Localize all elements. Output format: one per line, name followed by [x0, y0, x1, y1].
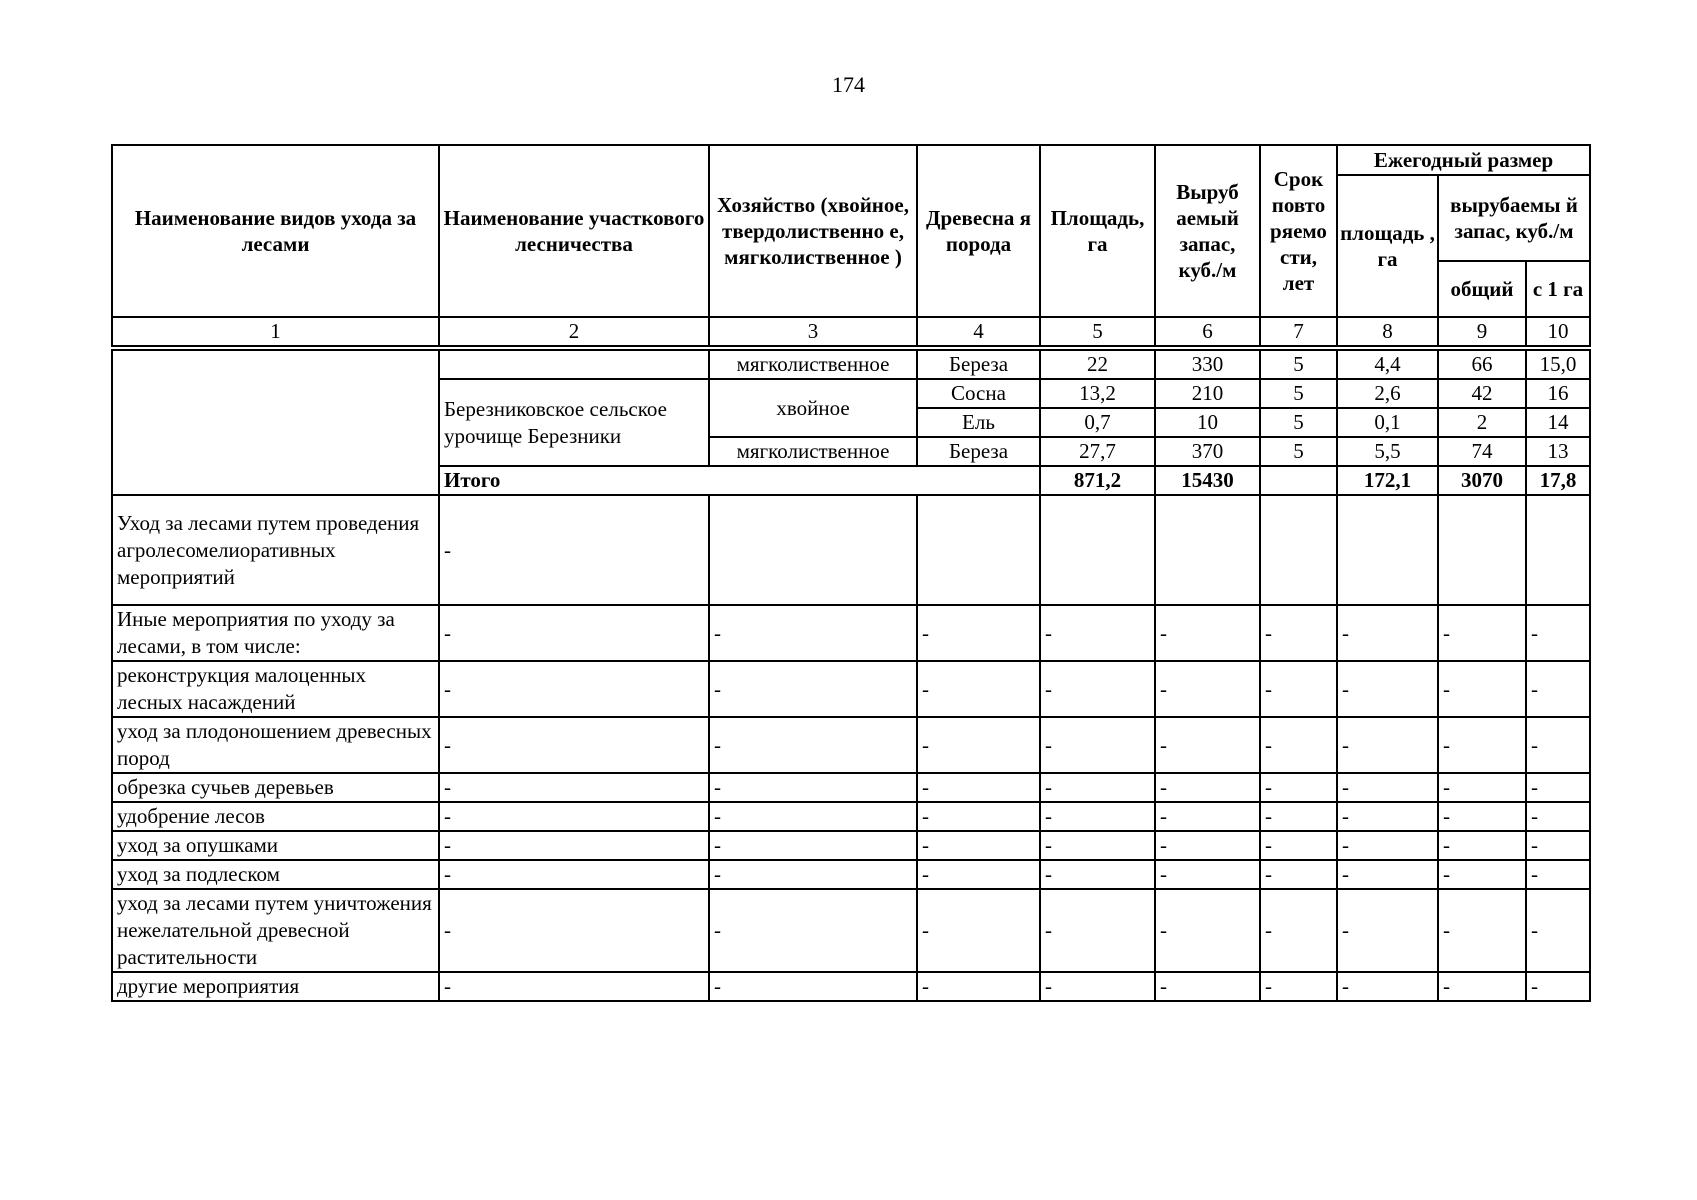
- annual-total-cell: 74: [1438, 437, 1526, 466]
- column-number: 1: [112, 317, 439, 348]
- dash-cell: -: [1040, 860, 1155, 889]
- dash-cell: -: [1337, 605, 1438, 661]
- dash-cell: -: [1337, 802, 1438, 831]
- column-number: 10: [1526, 317, 1590, 348]
- dash-cell: -: [1526, 605, 1590, 661]
- table-row: [112, 661, 1590, 717]
- species-cell: Береза: [917, 348, 1040, 379]
- species-cell: Береза: [917, 437, 1040, 466]
- annual-total-cell: 2: [1438, 408, 1526, 437]
- annual-area-cell: 0,1: [1337, 408, 1438, 437]
- per-ha-cell: 16: [1526, 379, 1590, 408]
- dash-cell: -: [439, 661, 709, 717]
- column-number: 2: [439, 317, 709, 348]
- total-area: 871,2: [1040, 466, 1155, 495]
- column-number: 7: [1260, 317, 1337, 348]
- forest-care-table: [111, 144, 1591, 1002]
- dash-cell: -: [917, 661, 1040, 717]
- dash-cell: -: [1040, 831, 1155, 860]
- area-cell: 13,2: [1040, 379, 1155, 408]
- dash-cell: -: [1438, 773, 1526, 802]
- dash-cell: -: [1155, 860, 1260, 889]
- dash-cell: -: [1526, 972, 1590, 1001]
- annual-total-cell: 66: [1438, 348, 1526, 379]
- dash-cell: -: [439, 717, 709, 773]
- dash-cell: -: [1260, 972, 1337, 1001]
- dash-cell: -: [1337, 717, 1438, 773]
- dash-cell: -: [1337, 773, 1438, 802]
- dash-cell: -: [1526, 889, 1590, 972]
- dash-cell: -: [1155, 605, 1260, 661]
- dash-cell: -: [439, 860, 709, 889]
- dash-cell: -: [1337, 972, 1438, 1001]
- dash-cell: -: [1260, 605, 1337, 661]
- dash-cell: -: [439, 831, 709, 860]
- dash-cell: -: [917, 972, 1040, 1001]
- header-annual-size: Ежегодный размер: [1337, 145, 1590, 175]
- dash-cell: -: [1155, 661, 1260, 717]
- activity-label: уход за опушками: [112, 831, 439, 860]
- total-period-empty: [1260, 466, 1337, 495]
- stock-cell: 330: [1155, 348, 1260, 379]
- dash-cell: -: [439, 802, 709, 831]
- forestry-cell-empty: [439, 348, 709, 379]
- dash-cell: -: [709, 831, 917, 860]
- activity-label: обрезка сучьев деревьев: [112, 773, 439, 802]
- area-cell: 0,7: [1040, 408, 1155, 437]
- period-cell: 5: [1260, 348, 1337, 379]
- table-row: [112, 889, 1590, 972]
- dash-cell: -: [1260, 889, 1337, 972]
- annual-total-cell: 42: [1438, 379, 1526, 408]
- dash-cell: -: [1040, 972, 1155, 1001]
- per-ha-cell: 13: [1526, 437, 1590, 466]
- dash-cell: -: [1438, 889, 1526, 972]
- header-annual-area: площадь , га: [1337, 175, 1438, 317]
- dash-cell: -: [709, 605, 917, 661]
- activity-label: удобрение лесов: [112, 802, 439, 831]
- dash-cell: -: [1040, 889, 1155, 972]
- column-number: 6: [1155, 317, 1260, 348]
- farm-type-cell: мягколиственное: [709, 437, 917, 466]
- activity-cell-empty: [112, 348, 439, 495]
- per-ha-cell: 15,0: [1526, 348, 1590, 379]
- dash-cell: -: [709, 889, 917, 972]
- species-cell: Ель: [917, 408, 1040, 437]
- dash-cell: -: [1526, 831, 1590, 860]
- dash-cell: -: [439, 972, 709, 1001]
- dash-cell: -: [1155, 972, 1260, 1001]
- header-repeat-period: Срок повто ряемо сти, лет: [1260, 145, 1337, 317]
- dash-cell: -: [1155, 802, 1260, 831]
- dash-cell: -: [1155, 889, 1260, 972]
- header-forestry: Наименование участкового лесничества: [439, 145, 709, 317]
- dash-cell: -: [439, 889, 709, 972]
- dash-cell: -: [917, 831, 1040, 860]
- dash-cell: -: [1438, 605, 1526, 661]
- forestry-name-cell: Березниковское сельское урочище Березники: [439, 379, 709, 466]
- column-number: 4: [917, 317, 1040, 348]
- stock-cell: 370: [1155, 437, 1260, 466]
- dash-cell: -: [1438, 717, 1526, 773]
- dash-cell: -: [1260, 831, 1337, 860]
- header-species: Древесна я порода: [917, 145, 1040, 317]
- dash-cell: -: [709, 972, 917, 1001]
- dash-cell: -: [1040, 717, 1155, 773]
- dash-cell: -: [439, 605, 709, 661]
- dash-cell: -: [1337, 661, 1438, 717]
- dash-cell: -: [1260, 661, 1337, 717]
- period-cell: 5: [1260, 408, 1337, 437]
- activity-label: уход за подлеском: [112, 860, 439, 889]
- header-annual-stock: вырубаемы й запас, куб./м: [1438, 175, 1590, 261]
- dash-cell: -: [917, 860, 1040, 889]
- farm-type-cell: мягколиственное: [709, 348, 917, 379]
- dash-cell: -: [917, 717, 1040, 773]
- dash-cell: -: [1438, 831, 1526, 860]
- dash-cell: -: [917, 605, 1040, 661]
- header-activity-type: Наименование видов ухода за лесами: [112, 145, 439, 317]
- species-cell: Сосна: [917, 379, 1040, 408]
- dash-cell: -: [1040, 773, 1155, 802]
- dash-cell: -: [917, 889, 1040, 972]
- dash-cell: -: [1040, 802, 1155, 831]
- dash-cell: -: [709, 802, 917, 831]
- dash-cell: -: [1526, 661, 1590, 717]
- dash-cell: -: [1260, 802, 1337, 831]
- table-row: [112, 831, 1590, 860]
- dash-cell: -: [1526, 802, 1590, 831]
- activity-label: уход за лесами путем уничтожения нежелательной древесной растительности: [112, 889, 439, 972]
- per-ha-cell: 14: [1526, 408, 1590, 437]
- dash-cell: -: [1438, 972, 1526, 1001]
- stock-cell: 10: [1155, 408, 1260, 437]
- header-area: Площадь, га: [1040, 145, 1155, 317]
- dash-cell: -: [1337, 860, 1438, 889]
- dash-cell: -: [1526, 717, 1590, 773]
- header-farm-type: Хозяйство (хвойное, твердолиственно е, мягколиственное ): [709, 145, 917, 317]
- column-number: 9: [1438, 317, 1526, 348]
- column-number: 8: [1337, 317, 1438, 348]
- header-stock-total: общий: [1438, 261, 1526, 317]
- activity-label: Уход за лесами путем проведения агролесомелиоративных мероприятий: [112, 495, 439, 605]
- dash-cell: -: [1040, 605, 1155, 661]
- total-stock: 15430: [1155, 466, 1260, 495]
- dash-cell: -: [917, 802, 1040, 831]
- dash-cell: -: [709, 717, 917, 773]
- table-row: [112, 802, 1590, 831]
- dash-cell: -: [1155, 773, 1260, 802]
- farm-type-cell: хвойное: [709, 379, 917, 437]
- total-annual-area: 172,1: [1337, 466, 1438, 495]
- column-number: 3: [709, 317, 917, 348]
- header-felled-stock: Выруб аемый запас, куб./м: [1155, 145, 1260, 317]
- activity-label: реконструкция малоценных лесных насаждений: [112, 661, 439, 717]
- page-number: 174: [832, 72, 865, 97]
- table-row: [112, 717, 1590, 773]
- area-cell: 22: [1040, 348, 1155, 379]
- total-per-ha: 17,8: [1526, 466, 1590, 495]
- dash-cell: -: [1438, 661, 1526, 717]
- annual-area-cell: 5,5: [1337, 437, 1438, 466]
- dash-cell: -: [1260, 717, 1337, 773]
- table-row: [112, 495, 1590, 605]
- table-row: [112, 860, 1590, 889]
- dash-cell: -: [1155, 831, 1260, 860]
- table-row: [112, 773, 1590, 802]
- table-row: [112, 972, 1590, 1001]
- header-stock-per-ha: с 1 га: [1526, 261, 1590, 317]
- activity-label: уход за плодоношением древесных пород: [112, 717, 439, 773]
- dash-cell: -: [1260, 860, 1337, 889]
- area-cell: 27,7: [1040, 437, 1155, 466]
- dash-cell: -: [1337, 831, 1438, 860]
- period-cell: 5: [1260, 379, 1337, 408]
- total-annual-total: 3070: [1438, 466, 1526, 495]
- dash-cell: -: [1260, 773, 1337, 802]
- dash-cell: -: [917, 773, 1040, 802]
- dash-cell: -: [709, 661, 917, 717]
- dash-cell: -: [439, 495, 709, 605]
- column-number: 5: [1040, 317, 1155, 348]
- dash-cell: -: [1155, 717, 1260, 773]
- table-row: [112, 605, 1590, 661]
- total-label: Итого: [439, 466, 1040, 495]
- dash-cell: -: [1337, 889, 1438, 972]
- activity-label: другие мероприятия: [112, 972, 439, 1001]
- dash-cell: -: [1526, 773, 1590, 802]
- dash-cell: -: [709, 773, 917, 802]
- period-cell: 5: [1260, 437, 1337, 466]
- dash-cell: -: [1526, 860, 1590, 889]
- stock-cell: 210: [1155, 379, 1260, 408]
- column-number-row: [112, 317, 1590, 348]
- dash-cell: -: [1438, 860, 1526, 889]
- activity-label: Иные мероприятия по уходу за лесами, в том числе:: [112, 605, 439, 661]
- dash-cell: -: [439, 773, 709, 802]
- annual-area-cell: 2,6: [1337, 379, 1438, 408]
- table-row: [112, 348, 1590, 379]
- dash-cell: -: [1040, 661, 1155, 717]
- dash-cell: -: [1438, 802, 1526, 831]
- annual-area-cell: 4,4: [1337, 348, 1438, 379]
- dash-cell: -: [709, 860, 917, 889]
